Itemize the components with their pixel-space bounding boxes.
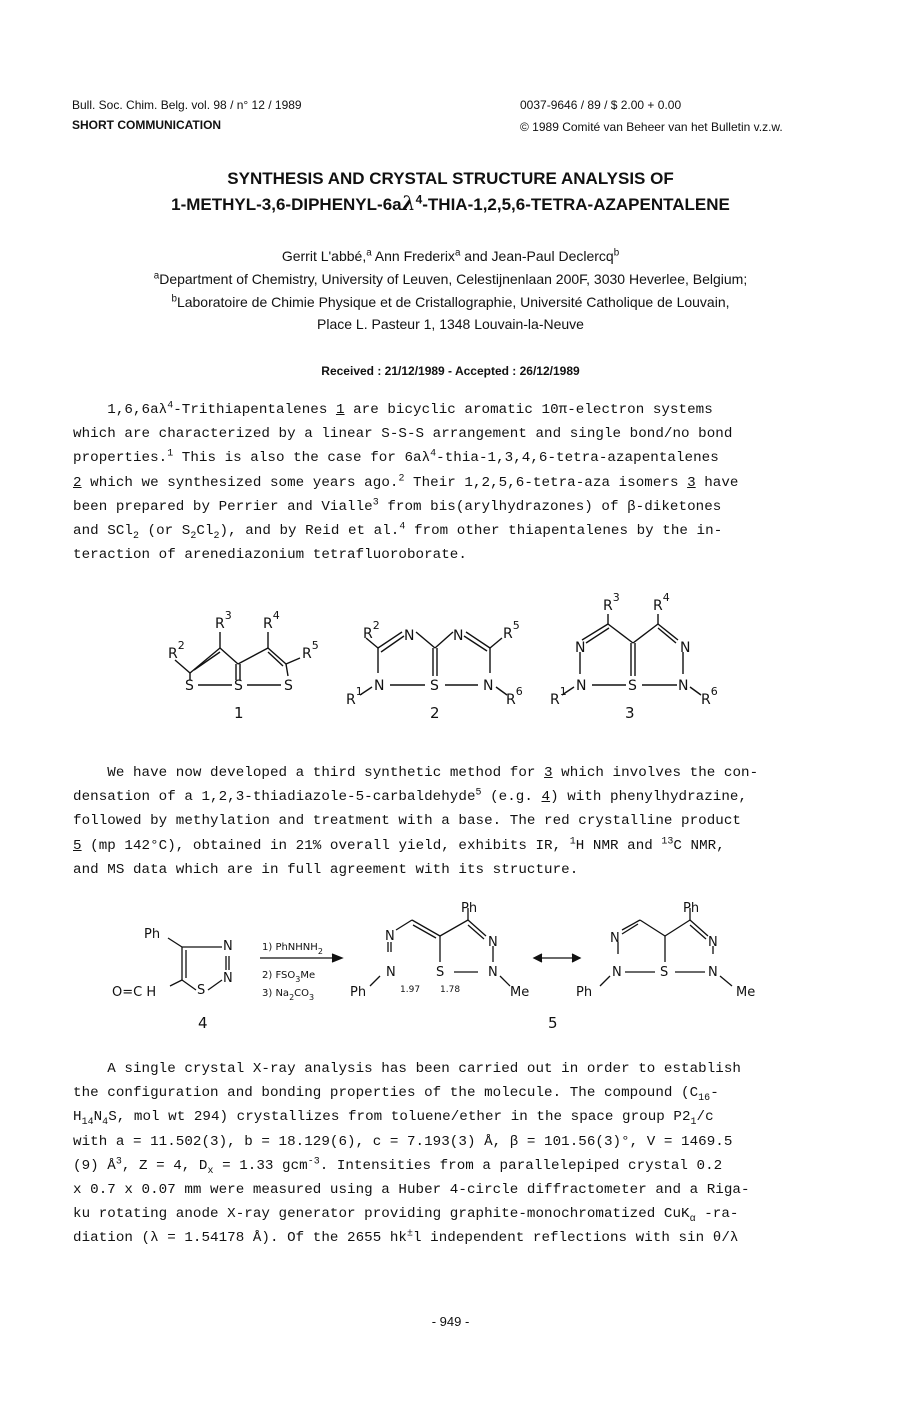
scheme-2-synthesis — [110, 898, 790, 1038]
me-label-5a: Me — [510, 985, 530, 1000]
paragraph-1: $1,6,6a\lambda^4$-Trithiapentalenes 1 are bicyclic aromatic 10π-electron systems which are characterized by a linear S-S-S arrangement and single bond/no bond properties.$^1$ This is also the case for $6a\lambda^4-thia-1,3,4,6-tetra$-azapentalenes 2 which we synthesized some years ago.$^2$ Their 1,2,5,6-tetra-aza isomers 3 have been prepared by Perrier and Vialle$^3$ from bis(arylhydrazones) of β-diketones and SCl$_2$ (or $S_2Cl_2$), and by Reid et al.$^4$ from other thiapentalenes by the in- teraction of arenediazonium tetrafluoroborate. — [73, 399, 739, 564]
affiliation-a: $^a$Department of Chemistry, University of Leuven, Celestijnenlaan 200F, 3030 Heverlee, Belgium; — [153, 270, 748, 287]
s2-n3: N — [404, 628, 415, 644]
s1-s3: S — [284, 678, 293, 694]
paragraph-2: We have now developed a third synthetic method for 3 which involves the con- densation of a 1,2,3-thiadiazole-5-carbaldehyde$^5$ (e.g. 4) with phenylhydrazine, followed by methylation and treatment with a base. The red crystalline product 5 (mp 142°C), obtained in 21% overall yield, exhibits IR, $^1$H NMR and $^{13}$C NMR, and MS data which are in full agreement with its structure. — [73, 765, 759, 878]
received-dates: Received : 21/12/1989 - Accepted : 26/12/1989 — [321, 364, 580, 378]
price-code: 0037-9646 / 89 / $ 2.00 + 0.00 — [520, 98, 682, 112]
s3-n6: N — [678, 678, 689, 694]
s2-r5: $R^5$ — [503, 619, 520, 642]
s1-r3: $R^3$ — [215, 609, 232, 632]
copyright: © 1989 Comité van Beheer van het Bulletin v.z.w. — [520, 120, 783, 134]
affiliation-b-address: Place L. Pasteur 1, 1348 Louvain-la-Neuve — [317, 316, 584, 332]
bond-length-2: 1.78 — [440, 985, 461, 995]
s5b-s: S — [660, 965, 669, 980]
s3-r3: $R^3$ — [603, 591, 620, 614]
s5a-n2: N — [385, 929, 395, 944]
s5b-n5: N — [708, 935, 718, 950]
bond-length-1: 1.97 — [400, 985, 421, 995]
s2-r2: $R^2$ — [363, 619, 380, 642]
s5a-s: S — [436, 965, 445, 980]
compound-3-label: 3 — [625, 704, 635, 722]
ph-label-5a-n: Ph — [350, 985, 367, 1000]
journal-citation: Bull. Soc. Chim. Belg. vol. 98 / n° 12 / 1989 — [72, 98, 302, 112]
s3-r4: $R^4$ — [653, 591, 670, 614]
me-label-5b: Me — [736, 985, 756, 1000]
s2-n4: N — [453, 628, 464, 644]
s5a-n6: N — [488, 965, 498, 980]
compound-2-label: 2 — [430, 704, 440, 722]
s2-r1: $R^1$ — [346, 685, 363, 708]
s5b-n6: N — [708, 965, 718, 980]
s1-r4: $R^4$ — [263, 609, 280, 632]
s2-s: S — [430, 678, 439, 694]
step-2: 2) $FSO_3Me$ — [262, 970, 316, 984]
ph-label-4: Ph — [144, 927, 161, 942]
affiliation-b: $^b$Laboratoire de Chimie Physique et de Cristallographie, Université Catholique de Louvain, — [171, 293, 730, 310]
s1-r5: $R^5$ — [302, 639, 319, 662]
scheme-1-structures — [150, 588, 750, 728]
s2-n1: N — [374, 678, 385, 694]
compound-4-label: 4 — [198, 1014, 208, 1032]
aldehyde-group: O=C H — [112, 985, 157, 1000]
paragraph-3: A single crystal X-ray analysis has been carried out in order to establish the configuration and bonding properties of the molecule. The compound ($C_{16}-$ $H_{14}N_4S$, mol wt 294) crystallizes from toluene/ether in the space group $P2_1/c$ with a = 11.502(3), b = 18.129(6), c = 7.193(3) Å, β = 101.56(3)°, V = 1469.5 (9) $Å^3$, Z = 4, $D_x = 1.33$ gcm$^{-3}$. Intensities from a parallelepiped crystal 0.2 x 0.7 x 0.07 mm were measured using a Huber 4-circle diffractometer and a Riga- ku rotating anode X-ray generator providing graphite-monochromatized CuK$_\alpha$ -ra- diation (λ = 1.54178 Å). Of the 2655 hk±l independent reflections with sin θ/λ — [73, 1061, 750, 1247]
compound-5-label: 5 — [548, 1014, 558, 1032]
s3-n5: N — [680, 640, 691, 656]
page-number: - 949 - — [431, 1314, 470, 1329]
s5b-n1: N — [612, 965, 622, 980]
compound-1-label: 1 — [234, 704, 244, 722]
title-line-1: SYNTHESIS AND CRYSTAL STRUCTURE ANALYSIS OF — [227, 169, 674, 188]
step-3: 3) $Na_2CO_3$ — [262, 988, 315, 1002]
s4-s: S — [197, 983, 206, 998]
step-1: 1) PhNHNH$_2$ — [262, 942, 323, 956]
s2-r6: $R^6$ — [506, 685, 523, 708]
title-line-2: $1-METHYL-3,6-DIPHENYL-6a\lambda^4-THIA-1,2,5,6-TETRA$-AZAPENTALENE — [171, 191, 730, 215]
s4-n3: N — [223, 939, 233, 954]
ph-label-5b-n: Ph — [576, 985, 593, 1000]
s3-r6: $R^6$ — [701, 685, 718, 708]
s3-r1: $R^1$ — [550, 685, 567, 708]
s3-s: S — [628, 678, 637, 694]
s1-r2: $R^2$ — [168, 639, 185, 662]
s1-s2: S — [234, 678, 243, 694]
s1-s1: S — [185, 678, 194, 694]
s5b-n2: N — [610, 931, 620, 946]
ph-label-5a: Ph — [461, 901, 478, 916]
s5a-n1: N — [386, 965, 396, 980]
s3-n2: N — [575, 640, 586, 656]
s5a-n5: N — [488, 935, 498, 950]
s3-n1: N — [576, 678, 587, 694]
author-line: Gerrit L'abbé,$^a$ Ann Frederix$^a$ and Jean-Paul Declercq$^b$ — [281, 247, 620, 264]
ph-label-5b: Ph — [683, 901, 700, 916]
section-label: SHORT COMMUNICATION — [72, 118, 222, 132]
s4-n2: N — [223, 971, 233, 986]
s2-n6: N — [483, 678, 494, 694]
